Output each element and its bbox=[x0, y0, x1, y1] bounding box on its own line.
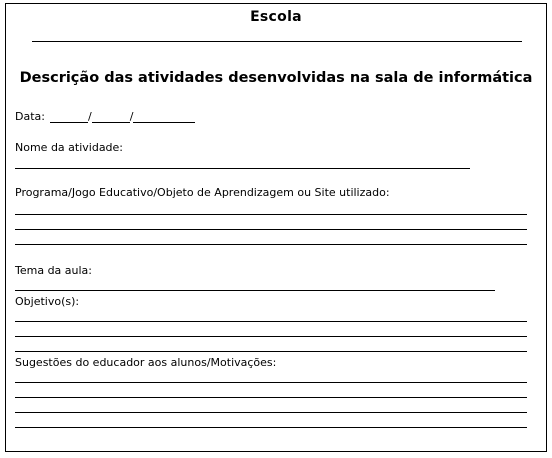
objective-label: Objetivo(s): bbox=[15, 295, 80, 308]
program-label: Programa/Jogo Educativo/Objeto de Aprendizagem ou Site utilizado: bbox=[15, 186, 390, 199]
program-line-3[interactable] bbox=[15, 244, 527, 245]
date-label: Data: bbox=[15, 110, 45, 123]
theme-label: Tema da aula: bbox=[15, 264, 93, 277]
date-separator: / bbox=[87, 110, 92, 123]
suggestions-line-2[interactable] bbox=[15, 397, 527, 398]
date-row bbox=[15, 110, 195, 123]
date-day-field[interactable] bbox=[50, 112, 88, 123]
school-title: Escola bbox=[250, 9, 302, 25]
program-line-2[interactable] bbox=[15, 229, 527, 230]
suggestions-line-1[interactable] bbox=[15, 382, 527, 383]
date-month-field[interactable] bbox=[92, 112, 130, 123]
activity-form bbox=[5, 3, 547, 452]
date-separator: / bbox=[129, 110, 134, 123]
objective-line-2[interactable] bbox=[15, 336, 527, 337]
suggestions-label: Sugestões do educador aos alunos/Motivações: bbox=[15, 356, 277, 369]
objective-line-3[interactable] bbox=[15, 351, 527, 352]
activity-name-label: Nome da atividade: bbox=[15, 141, 124, 154]
objective-line-1[interactable] bbox=[15, 321, 527, 322]
theme-line[interactable] bbox=[15, 290, 495, 291]
school-name-line[interactable] bbox=[32, 41, 522, 42]
date-year-field[interactable] bbox=[133, 112, 195, 123]
activity-name-line[interactable] bbox=[15, 168, 470, 169]
form-heading: Descrição das atividades desenvolvidas na sala de informática bbox=[19, 70, 533, 86]
suggestions-line-4[interactable] bbox=[15, 427, 527, 428]
program-line-1[interactable] bbox=[15, 214, 527, 215]
suggestions-line-3[interactable] bbox=[15, 412, 527, 413]
